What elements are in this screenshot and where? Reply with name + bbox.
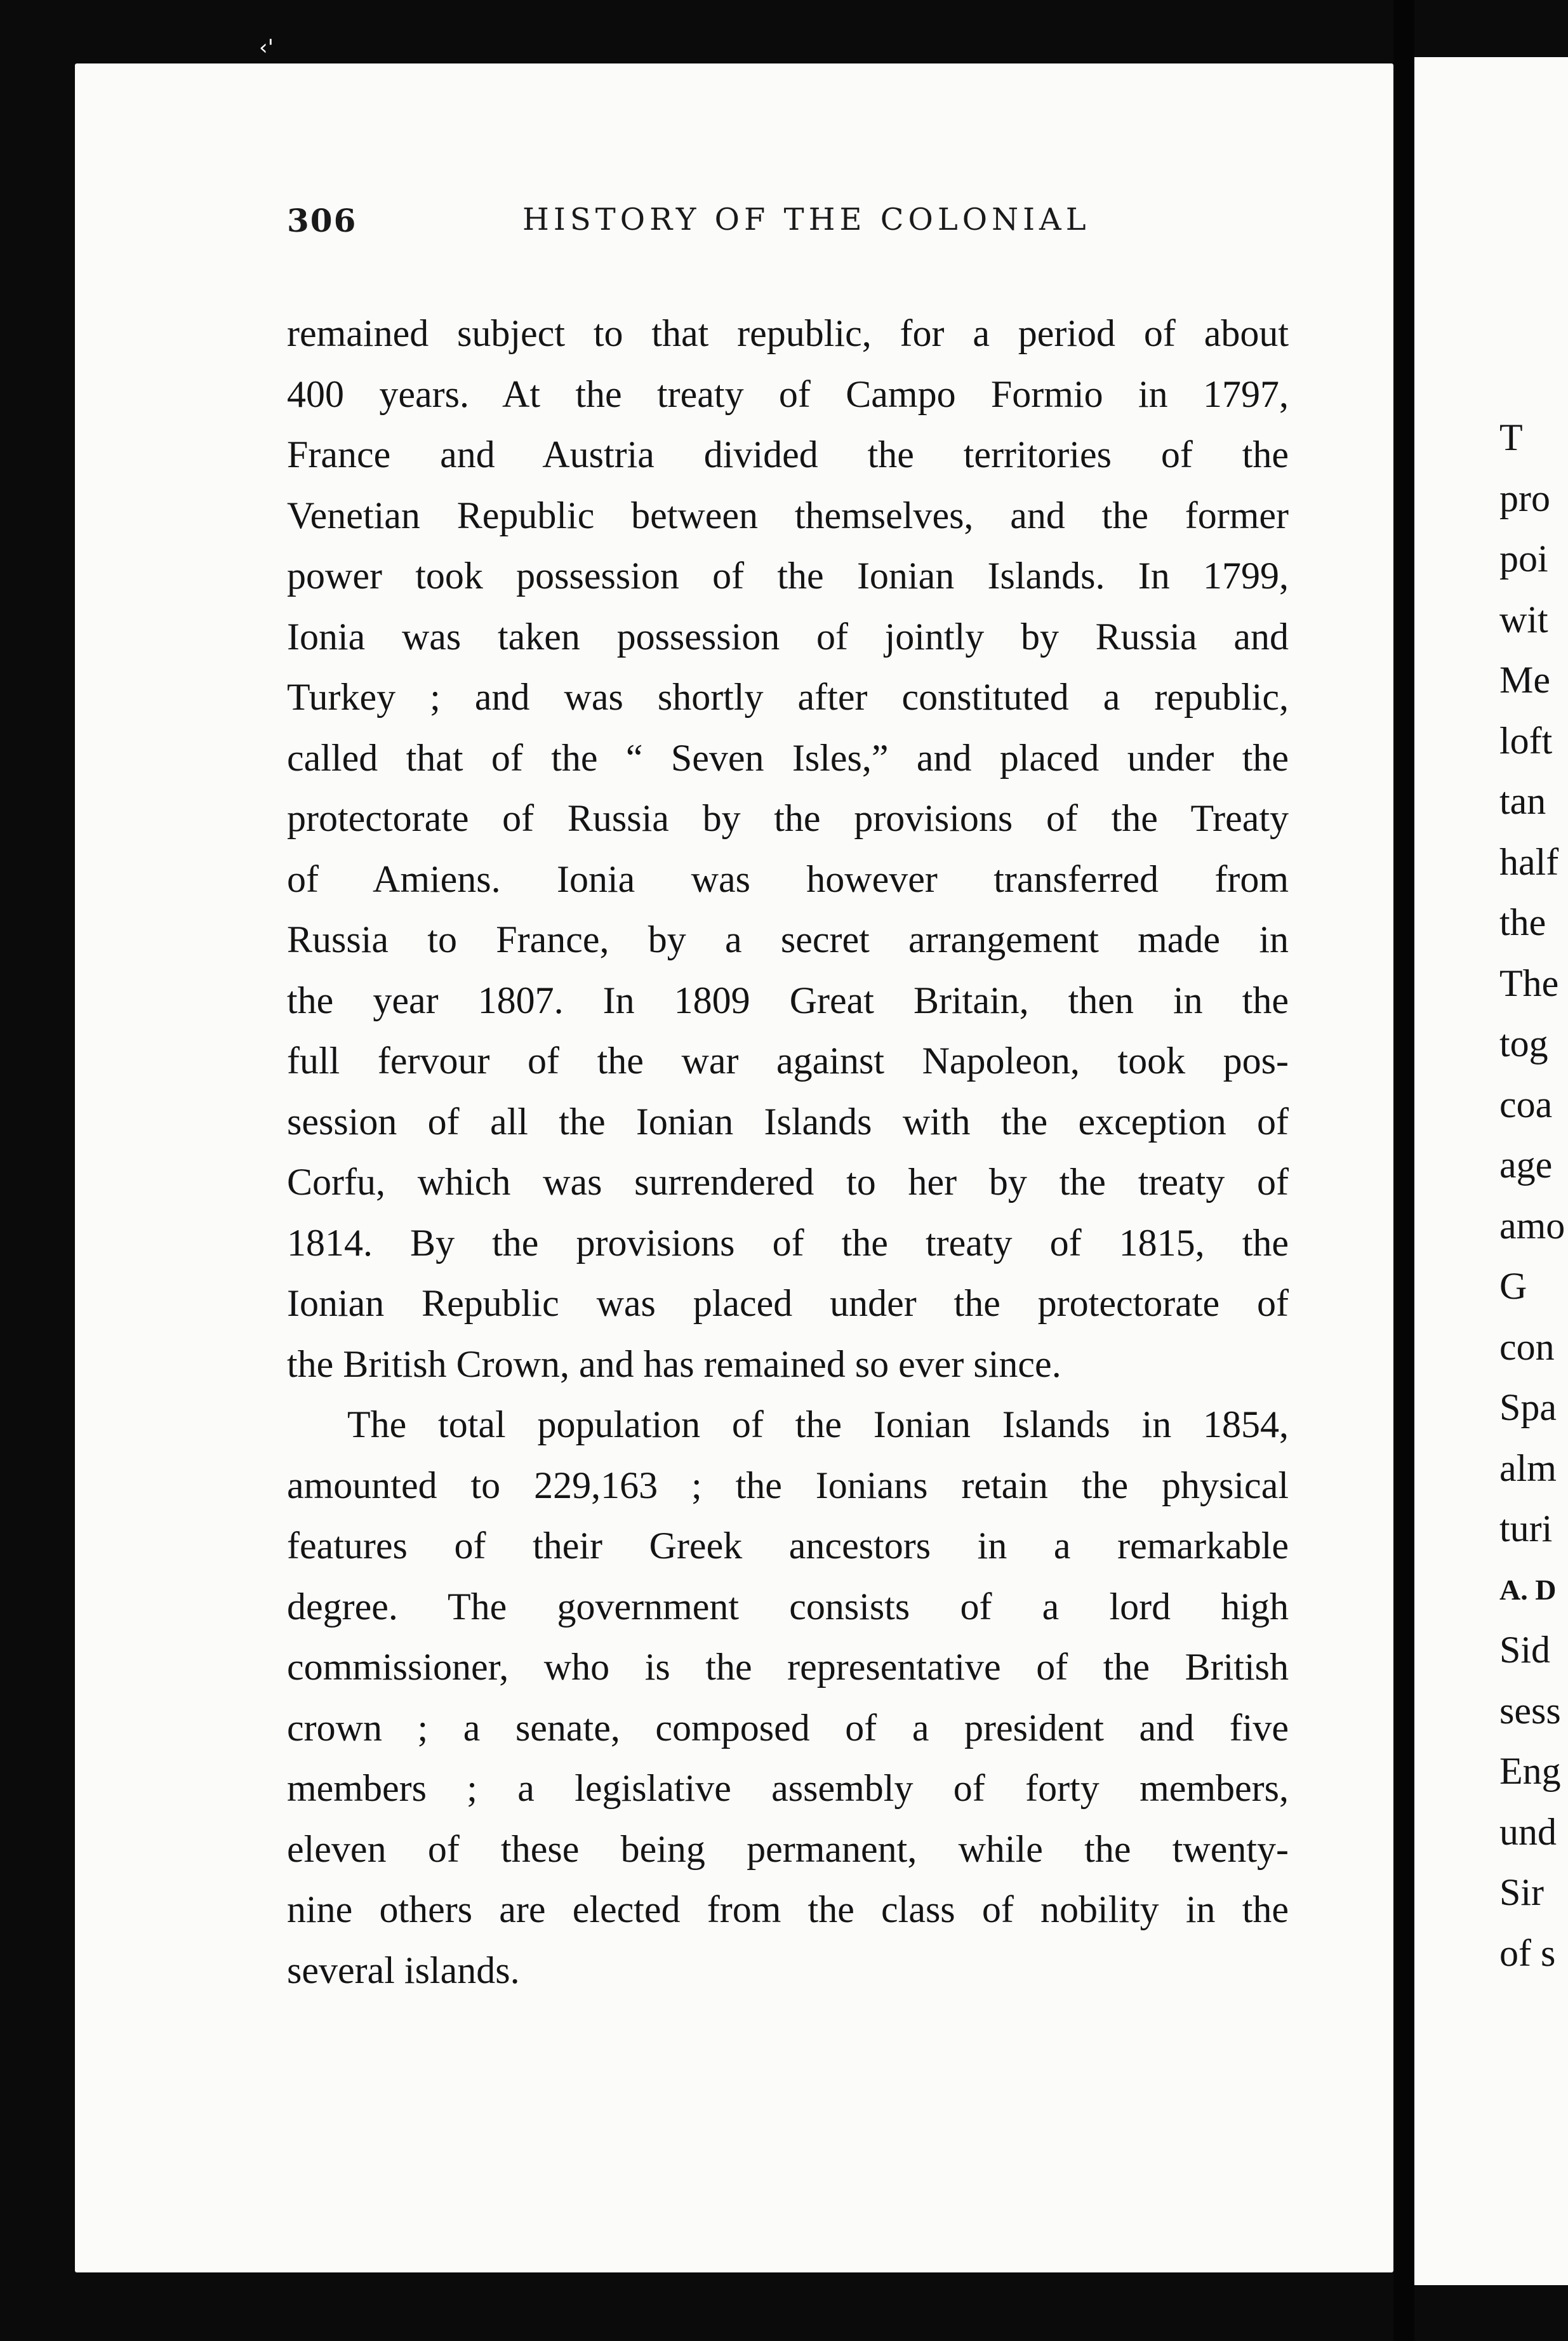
page-gutter <box>1393 0 1414 2341</box>
text-line: commissioner, who is the representative of the British <box>287 1646 1289 1688</box>
right-page-fragment: The <box>1499 962 1559 1004</box>
text-line: Russia to France, by a secret arrangement made in <box>287 918 1289 960</box>
text-line: session of all the Ionian Islands with the exception of <box>287 1100 1289 1143</box>
right-page-fragment: A. D <box>1499 1573 1557 1606</box>
right-page-fragment: con <box>1499 1325 1555 1368</box>
right-page-fragment: of s <box>1499 1932 1556 1974</box>
right-page-fragment: Sid <box>1499 1629 1551 1671</box>
text-line: members ; a legislative assembly of forty members, <box>287 1767 1289 1809</box>
right-page-fragment: loft <box>1499 719 1553 762</box>
text-line: 1814. By the provisions of the treaty of 1815, the <box>287 1221 1289 1264</box>
paragraph-2 <box>287 1395 1289 2001</box>
text-line: France and Austria divided the territories of the <box>287 434 1289 475</box>
text-line: the year 1807. In 1809 Great Britain, then in the <box>287 979 1289 1021</box>
text-line: crown ; a senate, composed of a president and five <box>287 1706 1289 1749</box>
text-line: The total population of the Ionian Islands in 1854, <box>347 1403 1289 1445</box>
text-line: degree. The government consists of a lord high <box>287 1585 1289 1628</box>
right-page-fragment: amo <box>1499 1204 1565 1247</box>
right-page-fragment: tan <box>1499 780 1546 822</box>
right-page-fragment: T <box>1499 416 1523 458</box>
right-page-fragment: wit <box>1499 598 1548 640</box>
right-page-fragment: Eng <box>1499 1750 1561 1792</box>
paragraph-1 <box>287 303 1289 1395</box>
running-title: HISTORY OF THE COLONIAL <box>522 202 1091 237</box>
text-line: eleven of these being permanent, while the twenty- <box>287 1827 1289 1870</box>
text-line: power took possession of the Ionian Islands. In 1799, <box>287 555 1289 597</box>
right-page-fragment: the <box>1499 901 1546 943</box>
text-line: several islands. <box>287 1949 520 1991</box>
text-line: Ionia was taken possession of jointly by Russia and <box>287 615 1289 658</box>
text-line: features of their Greek ancestors in a remarkable <box>287 1525 1289 1567</box>
text-line: Venetian Republic between themselves, and the former <box>287 494 1289 536</box>
right-page-fragment: und <box>1499 1810 1557 1853</box>
text-line: nine others are elected from the class of nobility in the <box>287 1888 1289 1930</box>
right-page-fragment: G <box>1499 1265 1527 1307</box>
right-page-fragment: turi <box>1499 1508 1553 1549</box>
right-page-fragment: Spa <box>1499 1386 1557 1428</box>
page-number: 306 <box>287 202 357 239</box>
right-page-fragment: poi <box>1499 538 1548 580</box>
right-page-fragment: Me <box>1499 659 1550 701</box>
right-page-fragment: Sir <box>1499 1871 1545 1913</box>
right-page-fragment: coa <box>1499 1083 1553 1125</box>
text-line: amounted to 229,163 ; the Ionians retain the physical <box>287 1464 1289 1506</box>
right-page-fragment: half <box>1499 840 1559 883</box>
text-line: called that of the “ Seven Isles,” and placed under the <box>287 736 1289 779</box>
body-text <box>287 303 1289 2001</box>
text-line: protectorate of Russia by the provisions of the Treaty <box>287 797 1289 839</box>
text-line: Corfu, which was surrendered to her by the treaty of <box>287 1161 1289 1203</box>
right-page-fragment: alm <box>1499 1447 1557 1489</box>
text-line: full fervour of the war against Napoleon, took pos- <box>287 1040 1289 1082</box>
text-line: Turkey ; and was shortly after constituted a republic, <box>287 676 1289 718</box>
right-page-fragment: age <box>1499 1144 1553 1186</box>
right-page-fragment: pro <box>1499 477 1550 519</box>
text-line: remained subject to that republic, for a period of about <box>287 312 1289 354</box>
text-line: the British Crown, and has remained so ever since. <box>287 1343 1061 1385</box>
right-page-fragment: tog <box>1499 1023 1548 1064</box>
text-line: 400 years. At the treaty of Campo Formio in 1797, <box>287 373 1289 415</box>
right-page-fragment: sess <box>1499 1689 1561 1732</box>
text-line: of Amiens. Ionia was however transferred from <box>287 858 1289 900</box>
text-line: Ionian Republic was placed under the protectorate of <box>287 1282 1289 1324</box>
right-page-text <box>1499 408 1568 1984</box>
scan-mark: ‹' <box>259 35 274 60</box>
